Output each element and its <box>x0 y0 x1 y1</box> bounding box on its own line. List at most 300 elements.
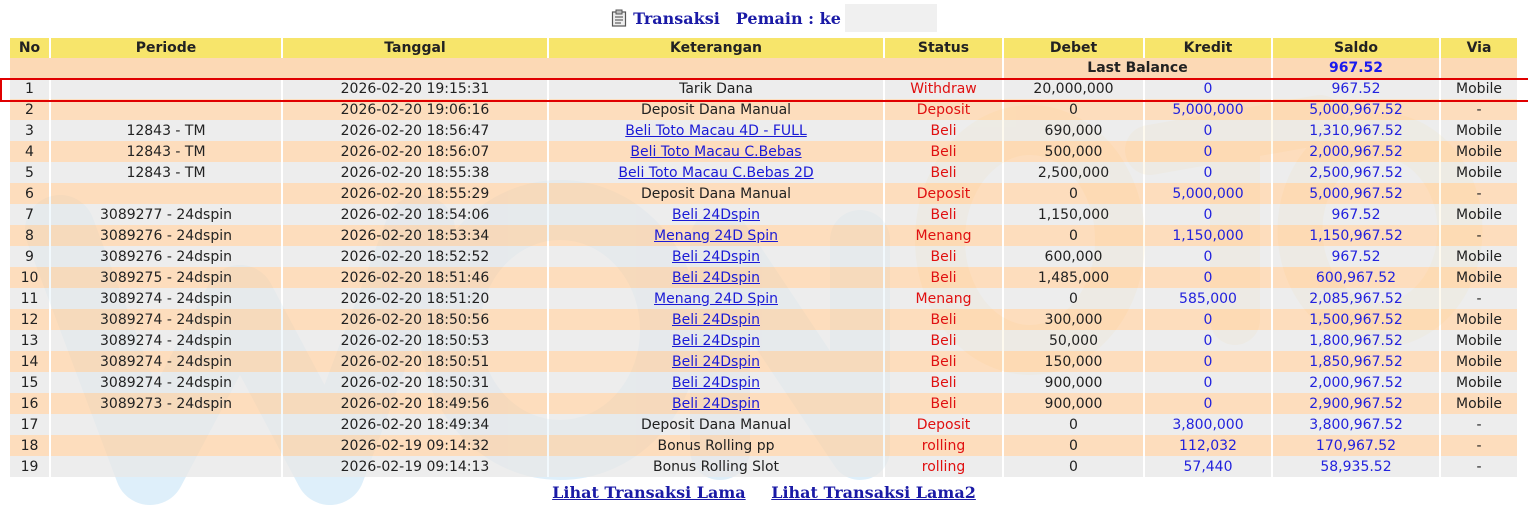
row-saldo-text: 2,000,967.52 <box>1309 374 1403 391</box>
row-status-text: Beli <box>930 374 957 391</box>
row-saldo-text: 1,150,967.52 <box>1309 227 1403 244</box>
row-tanggal <box>282 351 548 372</box>
row-tanggal-text: 2026-02-19 09:14:13 <box>340 458 490 475</box>
row-tanggal <box>282 456 548 477</box>
row-saldo <box>1272 120 1440 141</box>
row-kredit <box>1144 309 1272 330</box>
row-debet <box>1003 288 1144 309</box>
row-keterangan-link[interactable]: Beli Toto Macau 4D - FULL <box>625 122 807 139</box>
row-keterangan-link[interactable]: Beli 24Dspin <box>672 374 760 391</box>
row-saldo-text: 1,800,967.52 <box>1309 332 1403 349</box>
col-header-saldo: Saldo <box>1272 38 1440 58</box>
row-tanggal <box>282 435 548 456</box>
row-debet <box>1003 204 1144 225</box>
row-status <box>884 267 1003 288</box>
row-saldo-text: 5,000,967.52 <box>1309 185 1403 202</box>
row-tanggal-text: 2026-02-20 18:50:31 <box>340 374 490 391</box>
row-kredit <box>1144 162 1272 183</box>
row-debet <box>1003 456 1144 477</box>
row-via-text: - <box>1476 416 1482 433</box>
row-kredit <box>1144 120 1272 141</box>
row-periode <box>50 456 282 477</box>
col-header-debet: Debet <box>1003 38 1144 58</box>
row-periode <box>50 141 282 162</box>
row-no-text: 8 <box>25 227 34 244</box>
row-kredit <box>1144 183 1272 204</box>
row-no-text: 11 <box>20 290 39 307</box>
row-periode <box>50 246 282 267</box>
row-via-text: Mobile <box>1456 122 1502 139</box>
last-balance-value: 967.52 <box>1272 58 1440 78</box>
row-saldo <box>1272 162 1440 183</box>
table-row <box>10 456 1518 477</box>
row-tanggal-text: 2026-02-20 18:55:29 <box>340 185 490 202</box>
table-row <box>10 267 1518 288</box>
row-kredit-text: 0 <box>1203 206 1213 223</box>
row-tanggal <box>282 246 548 267</box>
row-no <box>10 120 50 141</box>
row-keterangan <box>548 414 884 435</box>
row-saldo-text: 1,500,967.52 <box>1309 311 1403 328</box>
row-status-text: Beli <box>930 395 957 412</box>
row-saldo <box>1272 351 1440 372</box>
row-status-text: Menang <box>915 227 972 244</box>
table-row <box>10 393 1518 414</box>
row-periode <box>50 225 282 246</box>
row-no-text: 18 <box>20 437 39 454</box>
table-row <box>10 183 1518 204</box>
row-periode <box>50 78 282 99</box>
row-via-text: Mobile <box>1456 80 1502 97</box>
row-saldo <box>1272 414 1440 435</box>
row-tanggal-text: 2026-02-20 18:50:53 <box>340 332 490 349</box>
footer-links <box>0 483 1528 502</box>
row-saldo <box>1272 225 1440 246</box>
row-tanggal-text: 2026-02-20 18:51:46 <box>340 269 490 286</box>
row-keterangan-text: Bonus Rolling Slot <box>652 458 780 475</box>
row-keterangan-link[interactable]: Beli Toto Macau C.Bebas 2D <box>618 164 814 181</box>
row-status <box>884 288 1003 309</box>
row-no-text: 14 <box>20 353 39 370</box>
row-saldo-text: 5,000,967.52 <box>1309 101 1403 118</box>
row-periode-text: 3089275 - 24dspin <box>100 269 232 286</box>
row-keterangan-text: Deposit Dana Manual <box>640 185 792 202</box>
row-kredit <box>1144 330 1272 351</box>
row-via <box>1440 393 1518 414</box>
row-keterangan <box>548 120 884 141</box>
row-saldo-text: 2,500,967.52 <box>1309 164 1403 181</box>
table-row <box>10 246 1518 267</box>
row-via-text: - <box>1476 290 1482 307</box>
row-no-text: 7 <box>25 206 34 223</box>
row-no <box>10 393 50 414</box>
row-keterangan-link[interactable]: Beli 24Dspin <box>672 269 760 286</box>
row-debet <box>1003 414 1144 435</box>
row-saldo-text: 2,000,967.52 <box>1309 143 1403 160</box>
row-keterangan <box>548 351 884 372</box>
row-saldo-text: 600,967.52 <box>1315 269 1397 286</box>
table-row <box>10 351 1518 372</box>
row-via <box>1440 372 1518 393</box>
row-keterangan <box>548 393 884 414</box>
row-saldo-text: 1,310,967.52 <box>1309 122 1403 139</box>
row-via-text: Mobile <box>1456 206 1502 223</box>
row-via <box>1440 435 1518 456</box>
row-debet <box>1003 393 1144 414</box>
row-periode-text: 12843 - TM <box>126 122 206 139</box>
row-status-text: Beli <box>930 353 957 370</box>
row-kredit-text: 5,000,000 <box>1172 185 1244 202</box>
row-periode <box>50 435 282 456</box>
row-no-text: 17 <box>20 416 39 433</box>
row-debet <box>1003 267 1144 288</box>
row-debet <box>1003 246 1144 267</box>
row-kredit-text: 585,000 <box>1179 290 1237 307</box>
row-no-text: 6 <box>25 185 34 202</box>
row-saldo <box>1272 267 1440 288</box>
row-no-text: 9 <box>25 248 34 265</box>
row-periode-text: 3089276 - 24dspin <box>100 227 232 244</box>
row-tanggal-text: 2026-02-20 19:15:31 <box>340 80 490 97</box>
row-keterangan-link[interactable]: Beli 24Dspin <box>672 206 760 223</box>
table-row <box>10 99 1518 120</box>
row-saldo <box>1272 372 1440 393</box>
row-via-text: - <box>1476 227 1482 244</box>
row-debet <box>1003 120 1144 141</box>
row-status-text: Beli <box>930 311 957 328</box>
row-no <box>10 246 50 267</box>
row-tanggal-text: 2026-02-20 18:53:34 <box>340 227 490 244</box>
old-transactions-2-link[interactable]: Lihat Transaksi Lama2 <box>771 483 976 502</box>
row-periode-text: 3089276 - 24dspin <box>100 248 232 265</box>
row-kredit <box>1144 393 1272 414</box>
row-via <box>1440 330 1518 351</box>
row-periode <box>50 120 282 141</box>
row-periode <box>50 288 282 309</box>
row-kredit <box>1144 435 1272 456</box>
row-keterangan <box>548 372 884 393</box>
old-transactions-link[interactable]: Lihat Transaksi Lama <box>552 483 746 502</box>
row-debet-text: 900,000 <box>1044 395 1103 412</box>
row-tanggal <box>282 414 548 435</box>
row-status-text: Beli <box>930 332 957 349</box>
row-kredit-text: 0 <box>1203 395 1213 412</box>
row-kredit <box>1144 99 1272 120</box>
row-via <box>1440 225 1518 246</box>
row-tanggal-text: 2026-02-20 18:54:06 <box>340 206 490 223</box>
row-no-text: 4 <box>25 143 34 160</box>
row-saldo <box>1272 141 1440 162</box>
row-keterangan-link[interactable]: Beli 24Dspin <box>672 395 760 412</box>
row-via-text: - <box>1476 101 1482 118</box>
col-header-periode: Periode <box>50 38 282 58</box>
row-kredit-text: 1,150,000 <box>1172 227 1244 244</box>
row-via-text: Mobile <box>1456 332 1502 349</box>
row-tanggal <box>282 393 548 414</box>
row-no <box>10 141 50 162</box>
row-via <box>1440 162 1518 183</box>
row-keterangan-link[interactable]: Beli 24Dspin <box>672 311 760 328</box>
row-via <box>1440 120 1518 141</box>
row-status <box>884 183 1003 204</box>
row-keterangan <box>548 456 884 477</box>
row-debet <box>1003 183 1144 204</box>
row-no-text: 15 <box>20 374 39 391</box>
row-debet-text: 1,485,000 <box>1037 269 1110 286</box>
row-via <box>1440 204 1518 225</box>
row-debet-text: 500,000 <box>1044 143 1103 160</box>
row-debet-text: 0 <box>1069 101 1078 118</box>
row-status <box>884 99 1003 120</box>
row-tanggal <box>282 330 548 351</box>
col-header-via: Via <box>1440 38 1518 58</box>
row-no <box>10 309 50 330</box>
row-keterangan-link[interactable]: Beli Toto Macau C.Bebas <box>630 143 802 160</box>
row-tanggal-text: 2026-02-20 18:52:52 <box>340 248 490 265</box>
row-kredit-text: 0 <box>1203 143 1213 160</box>
table-row <box>10 309 1518 330</box>
row-keterangan <box>548 78 884 99</box>
row-saldo <box>1272 393 1440 414</box>
row-keterangan <box>548 246 884 267</box>
row-saldo <box>1272 204 1440 225</box>
row-debet-text: 600,000 <box>1044 248 1103 265</box>
row-via-text: - <box>1476 458 1482 475</box>
row-keterangan <box>548 435 884 456</box>
row-via-text: Mobile <box>1456 311 1502 328</box>
row-via <box>1440 309 1518 330</box>
col-header-tanggal: Tanggal <box>282 38 548 58</box>
row-periode <box>50 162 282 183</box>
row-keterangan-link[interactable]: Beli 24Dspin <box>672 248 760 265</box>
row-status <box>884 393 1003 414</box>
row-debet-text: 300,000 <box>1044 311 1103 328</box>
row-debet <box>1003 372 1144 393</box>
row-periode <box>50 309 282 330</box>
row-kredit <box>1144 372 1272 393</box>
row-tanggal <box>282 78 548 99</box>
row-kredit <box>1144 246 1272 267</box>
table-row <box>10 204 1518 225</box>
last-balance-label: Last Balance <box>1003 58 1272 78</box>
row-status-text: Beli <box>930 206 957 223</box>
row-no-text: 3 <box>25 122 34 139</box>
row-saldo <box>1272 246 1440 267</box>
row-status-text: Deposit <box>916 416 971 433</box>
row-status-text: Deposit <box>916 185 971 202</box>
row-periode-text: 3089277 - 24dspin <box>100 206 232 223</box>
row-debet-text: 20,000,000 <box>1033 80 1114 97</box>
row-kredit <box>1144 78 1272 99</box>
row-status <box>884 330 1003 351</box>
row-no <box>10 225 50 246</box>
row-saldo <box>1272 435 1440 456</box>
row-periode <box>50 351 282 372</box>
row-tanggal-text: 2026-02-20 18:55:38 <box>340 164 490 181</box>
row-periode <box>50 372 282 393</box>
row-periode-text: 3089274 - 24dspin <box>100 353 232 370</box>
row-no <box>10 414 50 435</box>
row-no <box>10 162 50 183</box>
row-status <box>884 120 1003 141</box>
row-status <box>884 414 1003 435</box>
table-row <box>10 78 1518 99</box>
row-debet-text: 0 <box>1069 416 1078 433</box>
row-via-text: Mobile <box>1456 269 1502 286</box>
row-tanggal <box>282 288 548 309</box>
col-header-keterangan: Keterangan <box>548 38 884 58</box>
row-via-text: Mobile <box>1456 164 1502 181</box>
row-via <box>1440 78 1518 99</box>
row-periode <box>50 183 282 204</box>
row-saldo <box>1272 456 1440 477</box>
row-debet <box>1003 309 1144 330</box>
row-periode <box>50 330 282 351</box>
row-via-text: Mobile <box>1456 374 1502 391</box>
row-kredit-text: 0 <box>1203 311 1213 328</box>
row-periode-text: 3089274 - 24dspin <box>100 374 232 391</box>
table-row <box>10 162 1518 183</box>
row-kredit-text: 0 <box>1203 353 1213 370</box>
row-keterangan-link[interactable]: Menang 24D Spin <box>654 290 778 307</box>
row-keterangan-link[interactable]: Beli 24Dspin <box>672 353 760 370</box>
row-debet-text: 1,150,000 <box>1037 206 1110 223</box>
row-debet-text: 900,000 <box>1044 374 1103 391</box>
row-keterangan-link[interactable]: Beli 24Dspin <box>672 332 760 349</box>
row-tanggal <box>282 99 548 120</box>
row-kredit-text: 0 <box>1203 374 1213 391</box>
row-debet <box>1003 225 1144 246</box>
row-status <box>884 162 1003 183</box>
row-keterangan <box>548 162 884 183</box>
row-periode-text: 12843 - TM <box>126 164 206 181</box>
table-header-row <box>10 38 1518 58</box>
row-via <box>1440 267 1518 288</box>
row-status <box>884 78 1003 99</box>
row-no-text: 5 <box>25 164 34 181</box>
row-saldo <box>1272 330 1440 351</box>
row-status <box>884 351 1003 372</box>
row-tanggal-text: 2026-02-20 18:56:07 <box>340 143 490 160</box>
row-tanggal <box>282 372 548 393</box>
row-no <box>10 435 50 456</box>
row-keterangan <box>548 288 884 309</box>
row-kredit-text: 57,440 <box>1183 458 1233 475</box>
row-tanggal-text: 2026-02-20 18:49:34 <box>340 416 490 433</box>
row-debet-text: 2,500,000 <box>1037 164 1110 181</box>
page-header <box>0 4 1528 36</box>
row-status-text: Withdraw <box>910 80 977 97</box>
row-status-text: Beli <box>930 164 957 181</box>
row-periode-text: 3089273 - 24dspin <box>100 395 232 412</box>
table-row <box>10 330 1518 351</box>
col-header-no: No <box>10 38 50 58</box>
row-via-text: Mobile <box>1456 353 1502 370</box>
row-status-text: rolling <box>921 458 966 475</box>
row-kredit-text: 0 <box>1203 164 1213 181</box>
row-kredit <box>1144 288 1272 309</box>
row-kredit-text: 5,000,000 <box>1172 101 1244 118</box>
transaction-table <box>10 38 1519 477</box>
row-saldo <box>1272 78 1440 99</box>
table-row <box>10 225 1518 246</box>
row-periode-text: 12843 - TM <box>126 143 206 160</box>
row-saldo <box>1272 99 1440 120</box>
row-debet <box>1003 141 1144 162</box>
row-tanggal-text: 2026-02-20 18:56:47 <box>340 122 490 139</box>
row-kredit <box>1144 204 1272 225</box>
table-row <box>10 372 1518 393</box>
row-debet <box>1003 99 1144 120</box>
row-kredit-text: 0 <box>1203 332 1213 349</box>
row-via-text: Mobile <box>1456 395 1502 412</box>
row-keterangan <box>548 309 884 330</box>
row-saldo-text: 2,085,967.52 <box>1309 290 1403 307</box>
row-keterangan-text: Tarik Dana <box>679 80 753 97</box>
row-via <box>1440 246 1518 267</box>
row-status-text: Deposit <box>916 101 971 118</box>
row-periode <box>50 393 282 414</box>
row-keterangan <box>548 99 884 120</box>
row-status-text: rolling <box>921 437 966 454</box>
col-header-kredit: Kredit <box>1144 38 1272 58</box>
row-via-text: Mobile <box>1456 248 1502 265</box>
row-via-text: - <box>1476 437 1482 454</box>
table-row <box>10 141 1518 162</box>
row-saldo-text: 2,900,967.52 <box>1309 395 1403 412</box>
row-kredit-text: 3,800,000 <box>1172 416 1244 433</box>
row-status <box>884 435 1003 456</box>
row-no <box>10 330 50 351</box>
row-tanggal-text: 2026-02-20 18:50:56 <box>340 311 490 328</box>
row-debet <box>1003 330 1144 351</box>
row-keterangan <box>548 225 884 246</box>
row-keterangan-link[interactable]: Menang 24D Spin <box>654 227 778 244</box>
row-tanggal <box>282 204 548 225</box>
row-kredit <box>1144 456 1272 477</box>
row-keterangan <box>548 204 884 225</box>
row-periode <box>50 267 282 288</box>
row-status <box>884 309 1003 330</box>
table-row <box>10 414 1518 435</box>
row-tanggal-text: 2026-02-19 09:14:32 <box>340 437 490 454</box>
row-keterangan <box>548 141 884 162</box>
row-status <box>884 246 1003 267</box>
row-debet <box>1003 78 1144 99</box>
row-via <box>1440 351 1518 372</box>
row-status-text: Beli <box>930 122 957 139</box>
row-via <box>1440 141 1518 162</box>
row-tanggal-text: 2026-02-20 18:50:51 <box>340 353 490 370</box>
row-debet <box>1003 162 1144 183</box>
row-status <box>884 204 1003 225</box>
row-no <box>10 288 50 309</box>
row-saldo-text: 1,850,967.52 <box>1309 353 1403 370</box>
row-tanggal-text: 2026-02-20 18:51:20 <box>340 290 490 307</box>
row-periode <box>50 99 282 120</box>
row-tanggal <box>282 267 548 288</box>
row-via <box>1440 414 1518 435</box>
table-row <box>10 120 1518 141</box>
row-kredit <box>1144 414 1272 435</box>
redacted-name <box>845 4 937 32</box>
row-status-text: Menang <box>915 290 972 307</box>
row-debet <box>1003 435 1144 456</box>
row-saldo <box>1272 288 1440 309</box>
row-debet-text: 690,000 <box>1044 122 1103 139</box>
clipboard-icon <box>611 9 627 27</box>
row-kredit-text: 112,032 <box>1179 437 1237 454</box>
